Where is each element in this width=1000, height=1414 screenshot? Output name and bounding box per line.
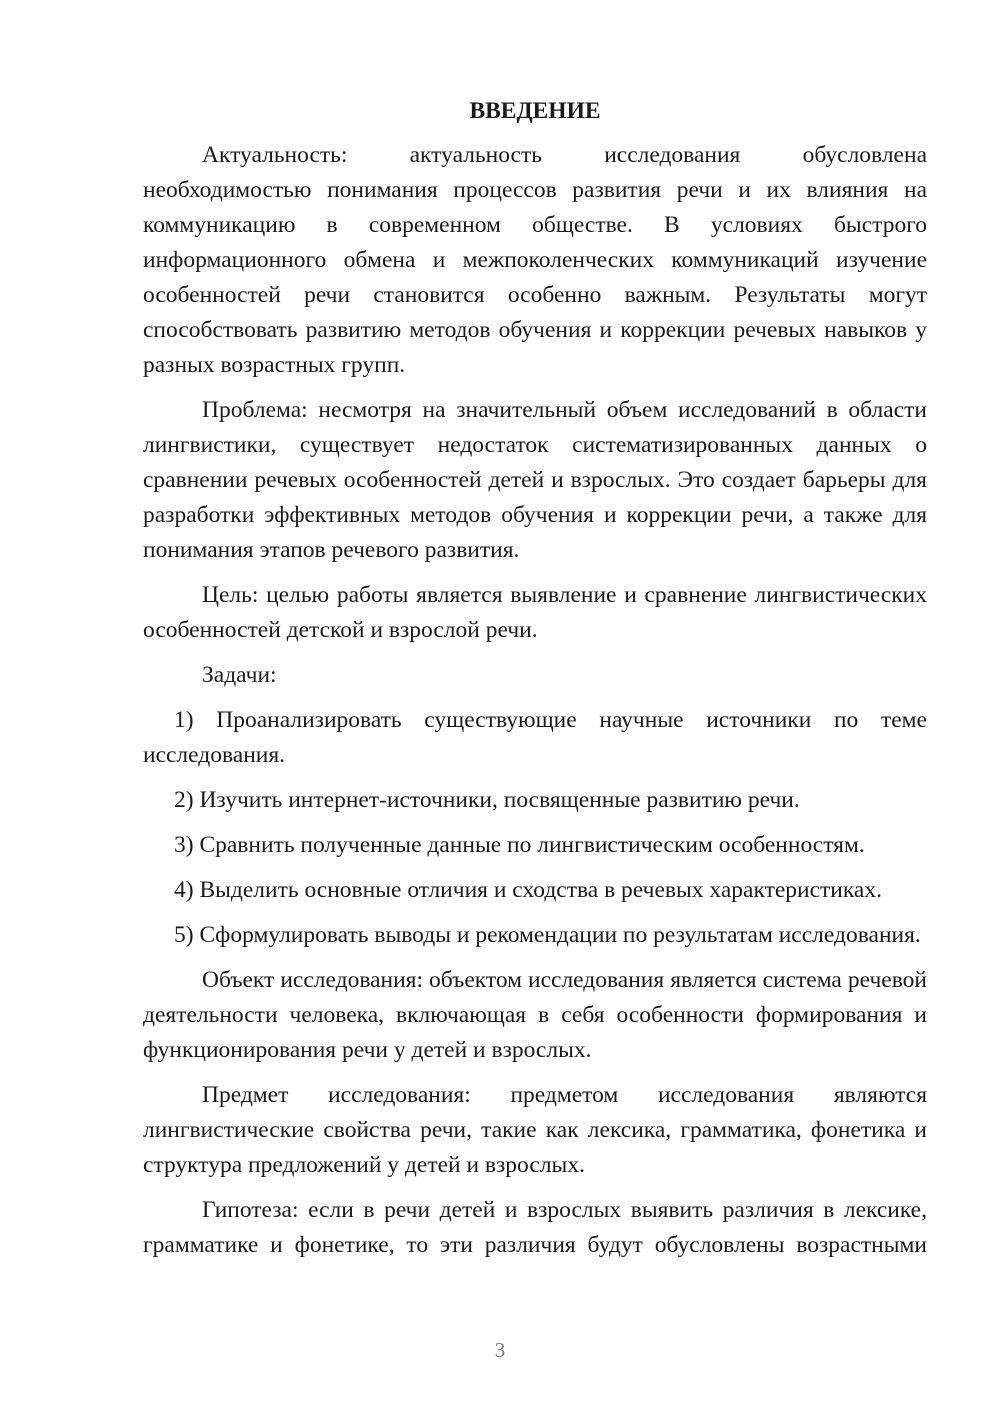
paragraph-problem: Проблема: несмотря на значительный объем исследований в области лингвистики, существует недостаток систематизированных данных о сравнении речевых особенностей детей и взрослых. Это создает барьеры для разработки эффективных методов обучения и коррекции речи, а также для понимания этапов речевого развития. (143, 397, 927, 563)
page-content (143, 94, 927, 1273)
paragraph-hypothesis: Гипотеза: если в речи детей и взрослых выявить различия в лексике, грамматике и фонетике, то эти различия будут обусловлены возрастными (143, 1197, 927, 1258)
task-item: 3) Сравнить полученные данные по лингвистическим особенностям. (174, 832, 865, 858)
page-number: 3 (494, 1338, 506, 1362)
paragraph-object: Объект исследования: объектом исследования является система речевой деятельности человека, включающая в себя особенности формирования и функционирования речи у детей и взрослых. (143, 967, 927, 1063)
section-heading: ВВЕДЕНИЕ (469, 98, 601, 124)
paragraph-relevance: Актуальность: актуальность исследования обусловлена необходимостью понимания процессов развития речи и их влияния на коммуникацию в современном обществе. В условиях быстрого информационного обмена и межпоколенческих коммуникаций изучение особенностей речи становится особенно важным. Результаты могут способствовать развитию методов обучения и коррекции речевых навыков у разных возрастных групп. (143, 142, 927, 378)
paragraph-subject: Предмет исследования: предметом исследования являются лингвистические свойства речи, такие как лексика, грамматика, фонетика и структура предложений у детей и взрослых. (143, 1082, 927, 1178)
task-item: 5) Сформулировать выводы и рекомендации по результатам исследования. (174, 922, 921, 948)
task-item: 2) Изучить интернет-источники, посвященные развитию речи. (174, 787, 800, 813)
paragraph-goal: Цель: целью работы является выявление и сравнение лингвистических особенностей детской и взрослой речи. (143, 582, 927, 643)
task-item: 4) Выделить основные отличия и сходства в речевых характеристиках. (174, 877, 882, 903)
task-item: 1) Проанализировать существующие научные источники по теме исследования. (143, 707, 927, 768)
paragraph-tasks-label: Задачи: (202, 662, 277, 688)
